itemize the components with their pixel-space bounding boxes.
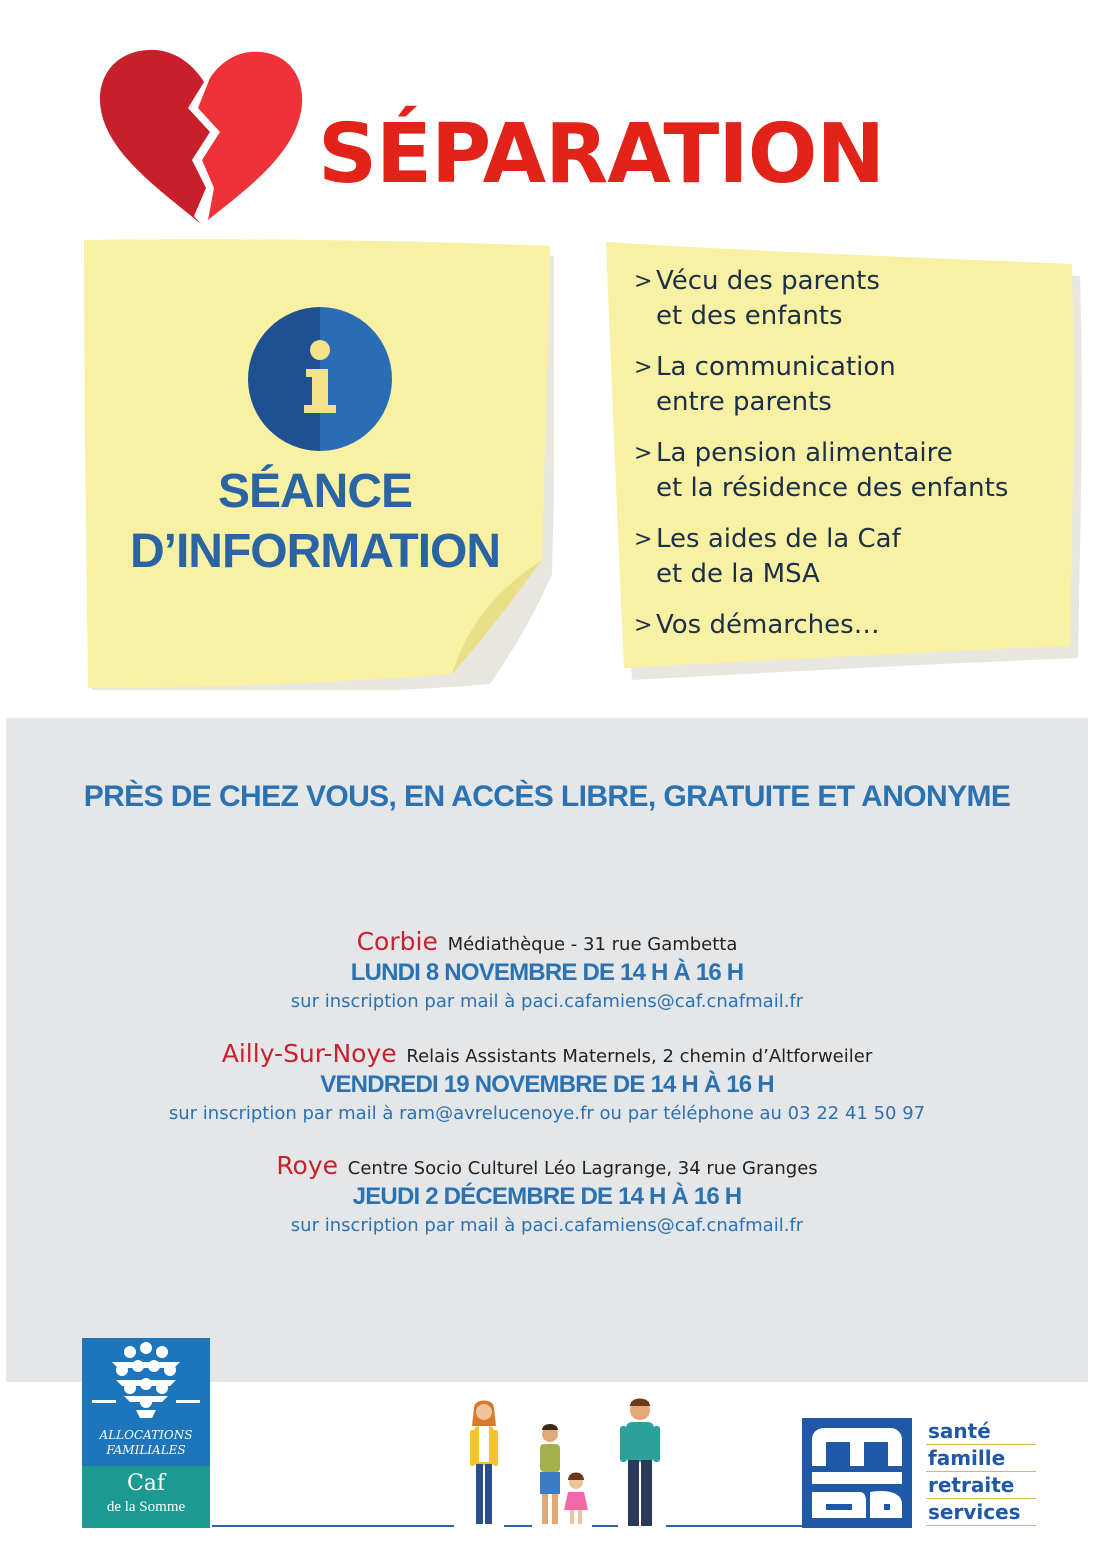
caf-people-icon: [82, 1338, 210, 1430]
msa-word: retraite: [926, 1472, 1036, 1499]
msa-logo: [802, 1418, 912, 1528]
topic-line1: La communication: [656, 352, 896, 382]
session-location: [6, 928, 1088, 959]
caf-logo-top: [82, 1338, 210, 1466]
topic-line1: Vécu des parents: [656, 266, 880, 296]
topic-item: [634, 350, 1074, 420]
session-date: JEUDI 2 DÉCEMBRE DE 14 H À 16 H: [352, 1183, 742, 1210]
session-block: [6, 928, 1088, 1017]
chevron-right-icon: >: [634, 441, 653, 466]
chevron-right-icon: >: [634, 269, 653, 294]
info-session-line1: SÉANCE: [217, 465, 413, 518]
info-session-heading: [110, 462, 520, 582]
topic-line2: entre parents: [656, 387, 832, 417]
family-illustration: [460, 1396, 670, 1530]
session-city: Ailly-Sur-Noye: [221, 1039, 397, 1068]
session-location: [6, 1152, 1088, 1183]
chevron-right-icon: >: [634, 355, 653, 380]
session-block: [6, 1152, 1088, 1241]
msa-word: famille: [926, 1445, 1036, 1472]
info-icon: [248, 307, 392, 451]
broken-heart-icon: [98, 48, 304, 224]
topics-list: [634, 264, 1074, 659]
session-venue: Médiathèque - 31 rue Gambetta: [447, 934, 738, 955]
msa-word: santé: [926, 1418, 1036, 1445]
caf-logo-line2: FAMILIALES: [106, 1443, 186, 1457]
footer-divider: [666, 1525, 802, 1527]
session-registration[interactable]: sur inscription par mail à paci.cafamiens@caf.cnafmail.fr: [290, 991, 804, 1012]
topic-line1: La pension alimentaire: [656, 438, 953, 468]
caf-logo-name: Caf: [126, 1471, 166, 1496]
topic-line2: et la résidence des enfants: [656, 473, 1009, 503]
session-registration[interactable]: sur inscription par mail à paci.cafamiens@caf.cnafmail.fr: [290, 1215, 804, 1236]
topic-line1: Vos démarches…: [656, 610, 880, 640]
topic-line2: et des enfants: [656, 301, 843, 331]
msa-tagline: [926, 1418, 1036, 1526]
caf-logo-text: [82, 1428, 210, 1458]
topic-item: [634, 436, 1074, 506]
caf-logo-sub: de la Somme: [106, 1499, 186, 1515]
topic-item: [634, 608, 1074, 643]
page-title: SÉPARATION: [318, 107, 885, 202]
caf-logo-bottom: [82, 1466, 210, 1528]
session-city: Roye: [276, 1151, 339, 1180]
session-block: [6, 1040, 1088, 1129]
chevron-right-icon: >: [634, 613, 653, 638]
topic-line1: Les aides de la Caf: [656, 524, 901, 554]
caf-logo-line1: ALLOCATIONS: [99, 1428, 193, 1442]
footer-divider: [212, 1525, 454, 1527]
caf-logo: [82, 1338, 210, 1528]
session-date: VENDREDI 19 NOVEMBRE DE 14 H À 16 H: [320, 1071, 774, 1098]
session-date: LUNDI 8 NOVEMBRE DE 14 H À 16 H: [350, 959, 744, 986]
session-venue: Centre Socio Culturel Léo Lagrange, 34 rue Granges: [347, 1158, 818, 1179]
tagline: PRÈS DE CHEZ VOUS, EN ACCÈS LIBRE, GRATUITE ET ANONYME: [83, 780, 1011, 813]
session-venue: Relais Assistants Maternels, 2 chemin d’Altforweiler: [406, 1046, 873, 1067]
topic-item: [634, 522, 1074, 592]
chevron-right-icon: >: [634, 527, 653, 552]
topic-item: [634, 264, 1074, 334]
info-session-line2: D’INFORMATION: [129, 525, 501, 578]
msa-word: services: [926, 1499, 1036, 1526]
session-location: [6, 1040, 1088, 1071]
session-city: Corbie: [356, 927, 438, 956]
session-registration[interactable]: sur inscription par mail à ram@avrelucenoye.fr ou par téléphone au 03 22 41 50 97: [168, 1103, 926, 1124]
topic-line2: et de la MSA: [656, 559, 820, 589]
